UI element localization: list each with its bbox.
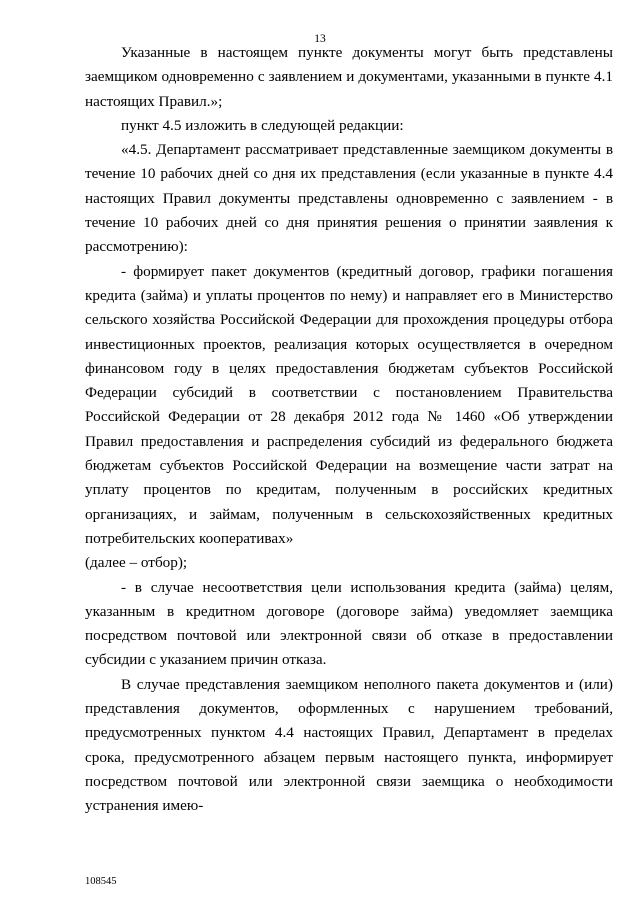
list-item-forms-package: - формирует пакет документов (кредитный договор, графики погашения кредита (займа) и уплаты процентов по нему) и направляет его в Министерство сельского хозяйства Российской Федерации для прохождения процедуры отбора инвестиционных проектов, реализация которых осуществляется в очередном финансовом году в целях предоставления бюджетам субъектов Российской Федерации субсидий в соответствии с постановлением Правительства Российской Федерации от 28 декабря 2012 года № 1460 «Об утверждении Правил предоставления и распределения субсидий из федерального бюджета бюджетам субъектов Российской Федерации на возмещение части затрат на уплату процентов по кредитам, полученным в российских кредитных организациях, и займам, полученным в сельскохозяйственных кредитных потребительских кооперативах»	[85, 262, 613, 547]
footer-document-code: 108545	[85, 876, 117, 887]
page-number: 13	[314, 33, 326, 45]
document-body	[85, 41, 613, 819]
paragraph-incomplete-package: В случае представления заемщиком неполного пакета документов и (или) представления документов, оформленных с нарушением требований, предусмотренных пунктом 4.4 настоящих Правил, Департамент в пределах срока, предусмотренного абзацем первым настоящего пункта, информирует посредством почтовой или электронной связи заемщика о необходимости устранения имею-	[85, 675, 613, 815]
list-item-refusal-notice: - в случае несоответствия цели использования кредита (займа) целям, указанным в кредитном договоре (договоре займа) уведомляет заемщика посредством почтовой или электронной связи об отказе в предоставлении субсидии с указанием причин отказа.	[85, 578, 613, 669]
paragraph-amendment-intro: пункт 4.5 изложить в следующей редакции:	[121, 116, 404, 134]
paragraph-clause-4-5: «4.5. Департамент рассматривает представленные заемщиком документы в течение 10 рабочих дней со дня их представления (если указанные в пункте 4.4 настоящих Правил документы представлены одновременно с заявлением - в течение 10 рабочих дней со дня принятия решения о принятии заявления к рассмотрению):	[85, 141, 613, 256]
list-item-forms-package-continuation: (далее – отбор);	[85, 554, 188, 572]
paragraph-documents-submission: Указанные в настоящем пункте документы могут быть представлены заемщиком одновременно с заявлением и документами, указанными в пункте 4.1 настоящих Правил.»;	[85, 44, 613, 110]
